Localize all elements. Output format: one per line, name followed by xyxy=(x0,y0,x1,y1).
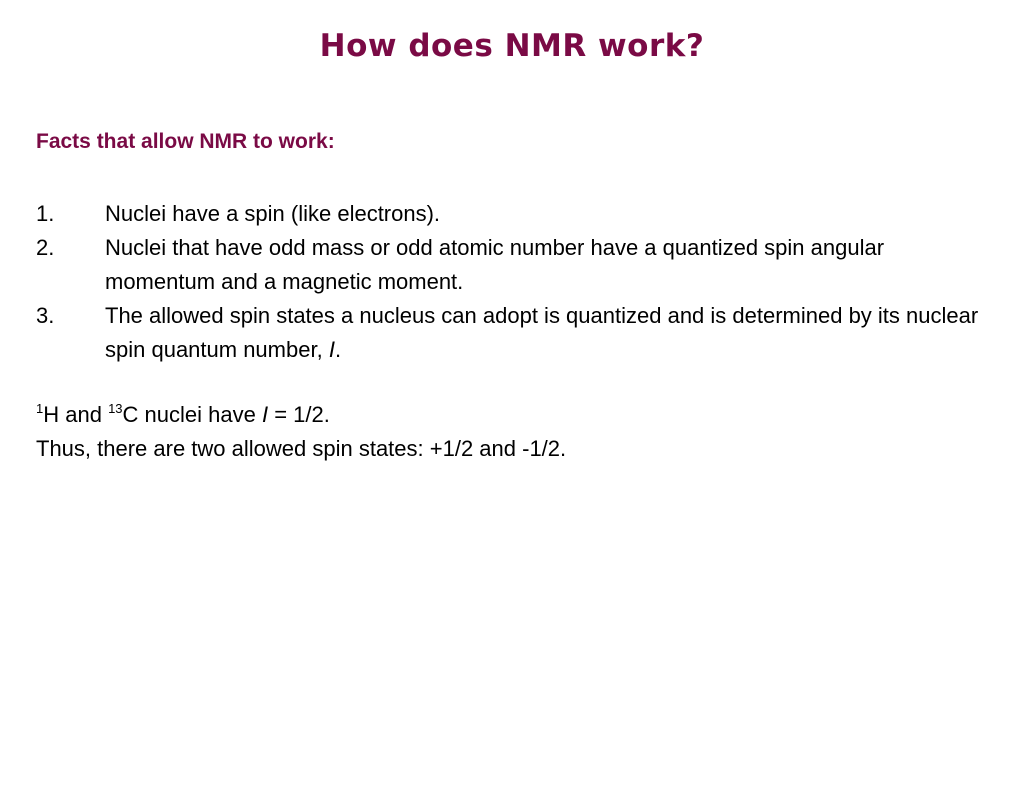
mass-number: 1 xyxy=(36,401,44,416)
fact-text xyxy=(105,299,996,367)
fact-text-part: The allowed spin states a nucleus can adopt is quantized and is determined by its nuclear spin quantum number, xyxy=(105,303,979,362)
fact-item xyxy=(36,299,996,367)
spin-symbol: I xyxy=(328,337,335,362)
isotope-statement xyxy=(36,398,330,432)
fact-item xyxy=(36,197,996,231)
statement-text: = 1/2. xyxy=(268,402,330,427)
fact-text: Nuclei that have odd mass or odd atomic number have a quantized spin angular momentum and a magnetic moment. xyxy=(105,235,885,294)
fact-number: 3. xyxy=(36,303,55,328)
element-symbol: H xyxy=(43,402,60,427)
fact-number: 1. xyxy=(36,201,55,226)
spin-symbol: I xyxy=(261,402,269,427)
element-symbol: C xyxy=(122,402,139,427)
mass-number: 13 xyxy=(108,401,123,416)
facts-list xyxy=(36,197,996,367)
statement-text: and xyxy=(59,402,109,427)
facts-heading: Facts that allow NMR to work: xyxy=(36,130,335,153)
fact-item xyxy=(36,231,996,299)
slide-title: How does NMR work? xyxy=(319,28,705,64)
fact-text-part: . xyxy=(334,337,342,362)
conclusion-text: Thus, there are two allowed spin states: +1/2 and -1/2. xyxy=(36,436,567,461)
statement-text: nuclei have xyxy=(138,402,262,427)
fact-text: Nuclei have a spin (like electrons). xyxy=(105,201,441,226)
fact-number: 2. xyxy=(36,235,55,260)
